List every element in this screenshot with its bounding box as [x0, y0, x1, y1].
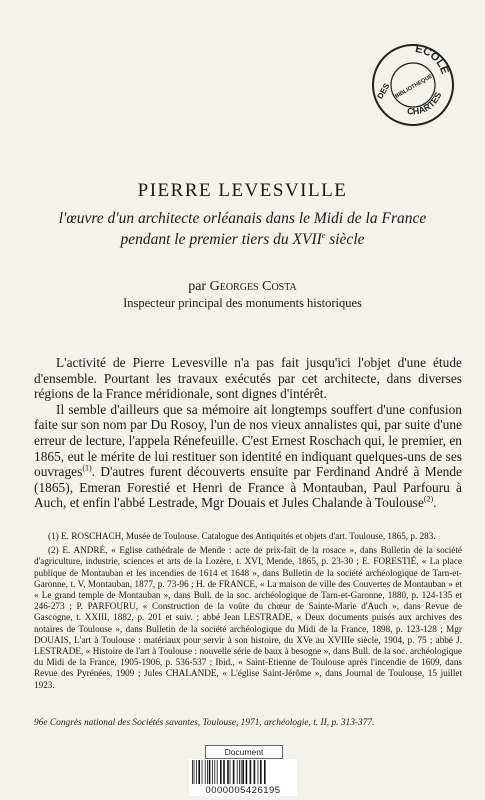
- barcode-bar: [214, 760, 215, 784]
- barcode-bar: [212, 760, 213, 784]
- article-subtitle: [20, 208, 465, 250]
- paragraph-1: L'activité de Pierre Levesville n'a pas fait jusqu'ici l'objet d'une étude d'ensemble. Pourtant les travaux exécutés par cet architecte, dans diverses régions de la France méridionale, sont dignes d'intérêt.: [34, 355, 462, 402]
- article-title: PIERRE LEVESVILLE: [137, 180, 348, 201]
- author-prefix: par: [188, 279, 210, 294]
- footnote-1: (1) E. ROSCHACH, Musée de Toulouse. Catalogue des Antiquités et objets d'art. Toulouse, 1865, p. 283.: [48, 531, 436, 541]
- barcode-bar: [217, 760, 218, 784]
- paragraph-2-part-b: . D'autres furent découverts ensuite par Ferdinand André à Mende (1865), Emeran Forestié et Henri de France à Montauban, Paul Parfouru à Auch, et enfin l'abbé Lestrade, Mgr Douais et Jules Chalande à Toulouse: [34, 464, 462, 511]
- stamp-bottom-text: CHARTES: [406, 90, 444, 117]
- paragraph-2-part-c: .: [433, 495, 437, 511]
- barcode-bar: [198, 760, 200, 784]
- author-line: [0, 279, 485, 295]
- barcode-bar: [254, 760, 256, 784]
- congress-reference: 96e Congrès national des Sociétés savantes, Toulouse, 1971, archéologie, t. II, p. 313-377.: [34, 718, 375, 728]
- barcode-bar: [192, 760, 193, 784]
- stamp-left-text: DES: [375, 81, 392, 101]
- barcode-bar: [264, 760, 266, 784]
- subtitle-superscript: e: [321, 230, 326, 240]
- document-label: Document: [205, 745, 283, 759]
- subtitle-line-2: pendant le premier tiers du XVII: [120, 231, 322, 248]
- library-stamp: [370, 42, 456, 128]
- barcode-bar: [239, 760, 240, 784]
- barcode-bar: [246, 760, 248, 784]
- barcode-bar: [260, 760, 262, 784]
- barcode-bar: [207, 760, 208, 784]
- barcode-bar: [258, 760, 259, 784]
- footnote-ref-2: (2): [423, 494, 434, 504]
- barcode-bar: [196, 760, 197, 784]
- barcode-bar: [194, 760, 195, 784]
- barcode-bar: [227, 760, 229, 784]
- svg-text:ECOLE: [414, 43, 450, 76]
- barcode-bar: [205, 760, 206, 784]
- author-name: Georges Costa: [209, 279, 297, 294]
- paragraph-2: [34, 402, 462, 511]
- barcode-bar: [233, 760, 235, 784]
- barcode-number: 0000005426195: [189, 785, 297, 796]
- stamp-middle-text: BIBLIOTHEQUE: [394, 73, 434, 100]
- article-body: [34, 355, 462, 511]
- barcode-bar: [223, 760, 225, 784]
- author-role: Inspecteur principal des monuments historiques: [123, 296, 362, 310]
- barcode-bar: [220, 760, 222, 784]
- subtitle-line-1: l'œuvre d'un architecte orléanais dans le Midi de la France: [58, 210, 427, 227]
- paragraph-2-part-a: Il semble d'ailleurs que sa mémoire ait longtemps souffert d'une confusion faite sur son nom par Du Rosoy, l'un de nos vieux annalistes qui, par suite d'une erreur de lecture, l'appela Rénefeuille. C'est Ernest Roschach qui, le premier, en 1865, eut le mérite de lui restituer son identité en indiquant quelques-uns de ses ouvrages: [34, 401, 462, 480]
- stamp-top-text: ECOLE: [414, 42, 451, 76]
- footnote-ref-1: (1): [82, 463, 92, 473]
- barcode-bar: [242, 760, 244, 784]
- barcode-bar: [237, 760, 238, 784]
- barcode-bar: [250, 760, 252, 784]
- footnote-2: (2) E. ANDRÉ, « Eglise cathédrale de Mende : acte de prix-fait de la rosace », dans Bulletin de la société d'agriculture, industrie, sciences et arts de la Lozère, t. XVI, Mende, 1865, p. 23-30 ; E. FORESTIÉ, « La place publique de Montauban et les incendies de 1614 et 1648 », dans Bulletin de la société archéologique de Tarn-et-Garonne, t. V, Montauban, 1877, p. 73-96 ; H. de FRANCE, « La maison de ville des Couvertes de Montauban » et « Le grand temple de Montauban », dans Bull. de la soc. archéologique de Tarn-et-Garonne, 1880, p. 124-135 et 246-273 ; P. PARFOURU, « Construction de la voûte du chœur de Sainte-Marie d'Auch », dans Revue de Gascogne, t. XXIII, 1882, p. 201 et suiv. ; abbé Jean LESTRADE, « Deux documents puisés aux archives des notaires de Toulouse », dans Bulletin de la société archéologique du Midi de la France, 1898, p. 123-128 ; Mgr DOUAIS, L'art à Toulouse : matériaux pour servir à son histoire, du XVe au XVIIIe siècle, 1904, p. 75 ; abbé J. LESTRADE, « Histoire de l'art à Toulouse : nouvelle série de baux à besogne », dans Bull. de la soc. archéologique du Midi de la France, 1905-1906, p. 536-537 ; Ibid., « Saint-Etienne de Toulouse après l'incendie de 1609, dans Revue des Pyrénées, 1909 ; Jules CHALANDE, « L'église Saint-Jérôme », dans Journal de Toulouse, 15 juillet 1923.: [34, 545, 462, 690]
- barcode-bar: [230, 760, 231, 784]
- barcode-bar: [209, 760, 211, 784]
- footnotes: [34, 531, 462, 694]
- barcode: [189, 759, 297, 785]
- svg-text:CHARTES: [407, 91, 444, 117]
- subtitle-end: siècle: [325, 231, 365, 248]
- barcode-bar: [202, 760, 203, 784]
- barcode-bar: [241, 760, 242, 784]
